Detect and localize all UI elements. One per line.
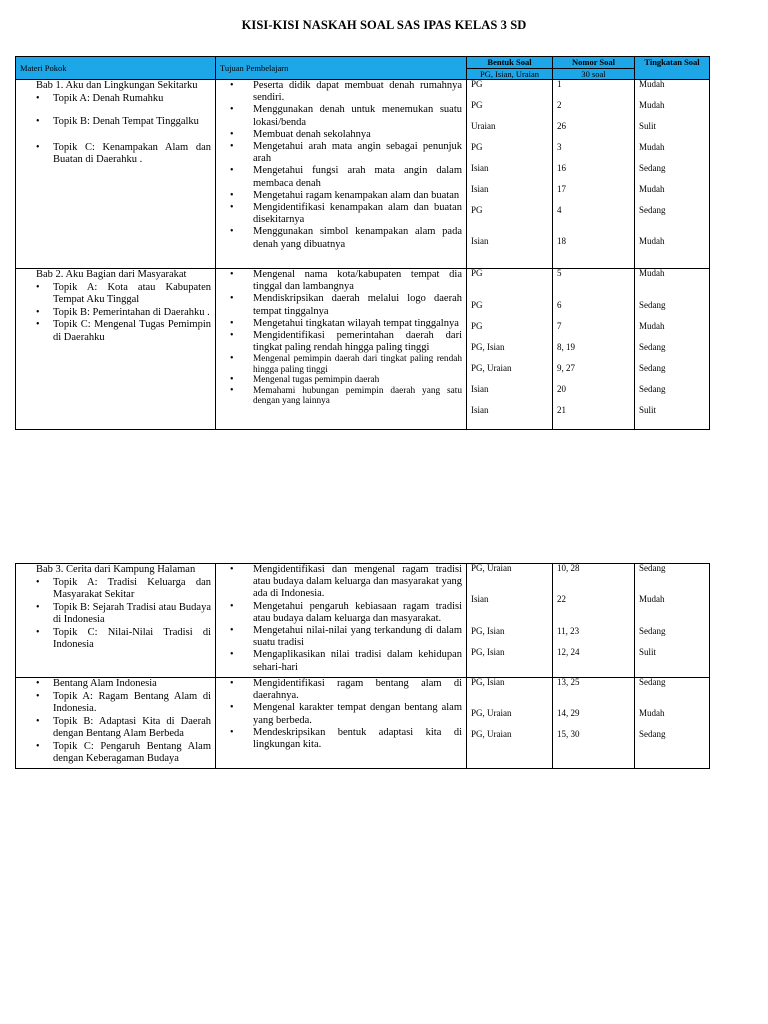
objective-item: • Menggunakan simbol kenampakan alam pada denah yang dibuatnya — [220, 226, 462, 250]
tingkat-value: Sedang — [639, 677, 666, 687]
bentuk-value: Isian — [471, 236, 489, 246]
bentuk-value: PG, Isian — [471, 626, 505, 636]
objective-item: • Mengidentifikasi dan mengenal ragam tradisi atau budaya dalam keluarga dan masyarakat yang ada di Indonesia. — [220, 564, 462, 601]
nomor-value: 20 — [557, 384, 566, 394]
header-nomor: Nomor Soal — [553, 57, 635, 69]
objective-item: • Mengenal karakter tempat dengan bentang alam yang berbeda. — [220, 702, 462, 726]
nomor-soal-cell — [553, 269, 635, 430]
nomor-value: 5 — [557, 268, 562, 278]
bentuk-value: Uraian — [471, 121, 496, 131]
nomor-value: 22 — [557, 594, 566, 604]
bentuk-value: PG — [471, 300, 483, 310]
tingkat-value: Mudah — [639, 321, 665, 331]
table-row — [16, 80, 710, 269]
bentuk-value: PG — [471, 79, 483, 89]
header-tingkat: Tingkatan Soal — [635, 57, 710, 80]
bentuk-value: PG — [471, 142, 483, 152]
nomor-value: 7 — [557, 321, 562, 331]
bentuk-value: PG, Isian — [471, 677, 505, 687]
chapter-title: Bab 2. Aku Bagian dari Masyarakat — [36, 269, 187, 280]
objective-item: • Menggunakan denah untuk menemukan suatu lokasi/benda — [220, 104, 462, 128]
tingkat-value: Mudah — [639, 708, 665, 718]
bentuk-value: PG — [471, 205, 483, 215]
chapter-title: Bab 1. Aku dan Lingkungan Sekitarku — [36, 80, 198, 91]
header-bentuk: Bentuk Soal — [467, 57, 553, 69]
nomor-value: 8, 19 — [557, 342, 575, 352]
objective-item: • Mengaplikasikan nilai tradisi dalam kehidupan sehari-hari — [220, 649, 462, 673]
nomor-value: 12, 24 — [557, 647, 580, 657]
table-row — [16, 269, 710, 430]
tingkat-value: Sedang — [639, 626, 666, 636]
objective-item: • Mengetahui fungsi arah mata angin dalam membaca denah — [220, 165, 462, 189]
tingkat-value: Sulit — [639, 121, 657, 131]
table-row — [16, 564, 710, 678]
tingkat-value: Mudah — [639, 100, 665, 110]
tingkat-value: Mudah — [639, 236, 665, 246]
tingkatan-soal-cell — [635, 678, 710, 769]
topic-item: • Topik B: Denah Tempat Tinggalku — [36, 116, 211, 129]
nomor-value: 11, 23 — [557, 626, 580, 636]
objective-item: • Mendiskripsikan daerah melalui logo daerah tempat tinggalnya — [220, 293, 462, 317]
tingkatan-soal-cell — [635, 269, 710, 430]
bentuk-value: PG, Isian — [471, 342, 505, 352]
bentuk-value: PG, Uraian — [471, 708, 512, 718]
objective-item: • Membuat denah sekolahnya — [220, 129, 462, 141]
tingkat-value: Sedang — [639, 205, 666, 215]
nomor-value: 9, 27 — [557, 363, 575, 373]
objective-item: • Mengenal tugas pemimpin daerah — [220, 375, 462, 386]
objective-item: • Mendeskripsikan bentuk adaptasi kita di lingkungan kita. — [220, 727, 462, 751]
nomor-soal-cell — [553, 80, 635, 269]
nomor-soal-cell — [553, 678, 635, 769]
header-nomor-sub: 30 soal — [553, 68, 635, 80]
bentuk-value: PG, Uraian — [471, 729, 512, 739]
objective-item: • Mengetahui arah mata angin sebagai penunjuk arah — [220, 141, 462, 165]
objective-item: • Mengetahui pengaruh kebiasaan ragam tradisi atau budaya dalam keluarga dan masyarakat. — [220, 601, 462, 625]
tingkat-value: Sedang — [639, 363, 666, 373]
header-bentuk-sub: PG, Isian, Uraian — [467, 68, 553, 80]
nomor-value: 26 — [557, 121, 566, 131]
topic-item: • Topik B: Sejarah Tradisi atau Budaya di Indonesia — [36, 602, 211, 627]
objective-item: • Mengetahui ragam kenampakan alam dan buatan — [220, 190, 462, 202]
objective-item: • Memahami hubungan pemimpin daerah yang satu dengan yang lainnya — [220, 386, 462, 407]
tingkat-value: Mudah — [639, 594, 665, 604]
tingkat-value: Mudah — [639, 142, 665, 152]
table-row — [16, 678, 710, 769]
objective-item: • Mengenal pemimpin daerah dari tingkat paling rendah hingga paling tinggi — [220, 354, 462, 375]
header-tujuan: Tujuan Pembelajarn — [216, 57, 467, 80]
nomor-value: 10, 28 — [557, 563, 580, 573]
nomor-soal-cell — [553, 564, 635, 678]
nomor-value: 3 — [557, 142, 562, 152]
objective-item: • Mengetahui nilai-nilai yang terkandung di dalam suatu tradisi — [220, 625, 462, 649]
bentuk-value: PG, Isian — [471, 647, 505, 657]
bentuk-value: PG — [471, 321, 483, 331]
nomor-value: 13, 25 — [557, 677, 580, 687]
chapter-title: Bab 3. Cerita dari Kampung Halaman — [36, 564, 196, 575]
topic-item: • Topik C: Nilai-Nilai Tradisi di Indonesia — [36, 627, 211, 652]
nomor-value: 6 — [557, 300, 562, 310]
tingkat-value: Sedang — [639, 563, 666, 573]
topic-item: • Topik C: Kenampakan Alam dan Buatan di Daerahku . — [36, 142, 211, 167]
objective-item: • Mengidentifikasi pemerintahan daerah dari tingkat paling rendah hingga paling tinggi — [220, 330, 462, 354]
nomor-value: 17 — [557, 184, 566, 194]
objective-item: • Peserta didik dapat membuat denah rumahnya sendiri. — [220, 80, 462, 104]
bentuk-value: PG — [471, 100, 483, 110]
topic-item: • Topik A: Denah Rumahku — [36, 93, 211, 106]
topic-item: • Topik A: Ragam Bentang Alam di Indonesia. — [36, 691, 211, 716]
nomor-value: 1 — [557, 79, 562, 89]
bentuk-value: Isian — [471, 594, 489, 604]
tingkatan-soal-cell — [635, 564, 710, 678]
header-materi: Materi Pokok — [16, 57, 216, 80]
topic-item: • Topik C: Pengaruh Bentang Alam dengan Keberagaman Budaya — [36, 741, 211, 766]
kisi-kisi-table-page1 — [15, 56, 710, 430]
bentuk-soal-cell — [467, 80, 553, 269]
nomor-value: 21 — [557, 405, 566, 415]
nomor-value: 2 — [557, 100, 562, 110]
bentuk-value: PG, Uraian — [471, 563, 512, 573]
tingkat-value: Mudah — [639, 268, 665, 278]
bentuk-soal-cell — [467, 564, 553, 678]
topic-item: • Bentang Alam Indonesia — [36, 678, 211, 691]
tingkat-value: Sulit — [639, 405, 657, 415]
bentuk-value: PG, Uraian — [471, 363, 512, 373]
bentuk-value: Isian — [471, 405, 489, 415]
topic-item: • Topik A: Tradisi Keluarga dan Masyarakat Sekitar — [36, 577, 211, 602]
tingkat-value: Sedang — [639, 342, 666, 352]
nomor-value: 4 — [557, 205, 562, 215]
objective-item: • Mengenal nama kota/kabupaten tempat dia tinggal dan lambangnya — [220, 269, 462, 293]
tingkat-value: Mudah — [639, 79, 665, 89]
page-title: KISI-KISI NASKAH SOAL SAS IPAS KELAS 3 SD — [241, 18, 527, 32]
objective-item: • Mengidentifikasi kenampakan alam dan buatan disekitarnya — [220, 202, 462, 226]
nomor-value: 16 — [557, 163, 566, 173]
topic-item: • Topik A: Kota atau Kabupaten Tempat Aku Tinggal — [36, 282, 211, 307]
tingkat-value: Sedang — [639, 163, 666, 173]
tingkat-value: Sedang — [639, 729, 666, 739]
tingkat-value: Sedang — [639, 384, 666, 394]
tingkat-value: Sedang — [639, 300, 666, 310]
bentuk-value: Isian — [471, 384, 489, 394]
topic-item: • Topik B: Pemerintahan di Daerahku . — [36, 307, 211, 320]
kisi-kisi-table-page2 — [15, 563, 710, 769]
tingkatan-soal-cell — [635, 80, 710, 269]
topic-item: • Topik B: Adaptasi Kita di Daerah dengan Bentang Alam Berbeda — [36, 716, 211, 741]
tingkat-value: Sulit — [639, 647, 657, 657]
bentuk-soal-cell — [467, 269, 553, 430]
bentuk-soal-cell — [467, 678, 553, 769]
bentuk-value: PG — [471, 268, 483, 278]
bentuk-value: Isian — [471, 184, 489, 194]
bentuk-value: Isian — [471, 163, 489, 173]
tingkat-value: Mudah — [639, 184, 665, 194]
objective-item: • Mengetahui tingkatan wilayah tempat tinggalnya — [220, 318, 462, 330]
nomor-value: 15, 30 — [557, 729, 580, 739]
topic-item: • Topik C: Mengenal Tugas Pemimpin di Daerahku — [36, 319, 211, 344]
nomor-value: 18 — [557, 236, 566, 246]
nomor-value: 14, 29 — [557, 708, 580, 718]
objective-item: • Mengidentifikasi ragam bentang alam di daerahnya. — [220, 678, 462, 702]
